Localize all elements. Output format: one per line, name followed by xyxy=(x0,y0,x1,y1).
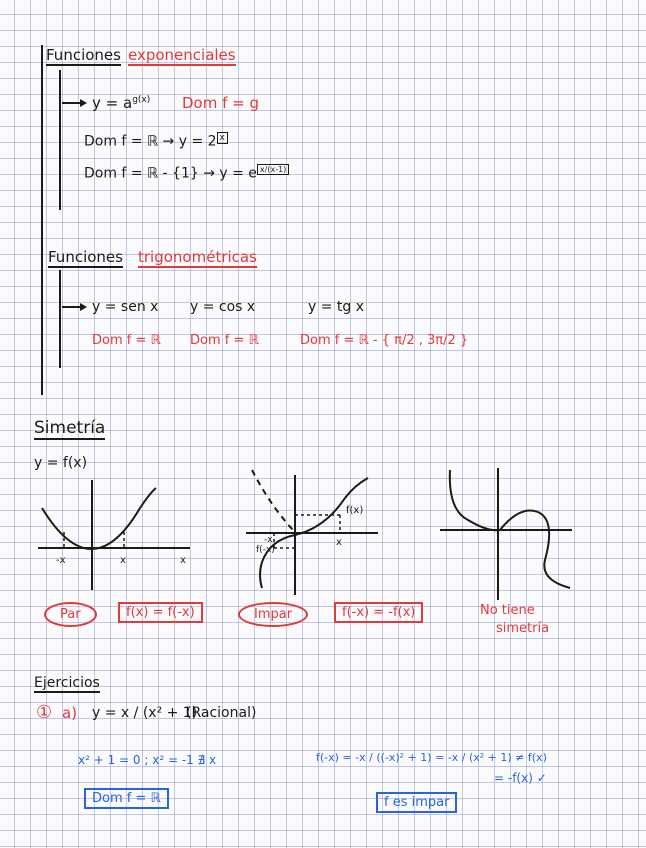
ej-func: y = x / (x² + 1) xyxy=(92,705,198,721)
g1-pos-x: x xyxy=(120,555,126,566)
exp-line3 xyxy=(84,166,289,181)
trig-d2: Dom f = ℝ xyxy=(190,333,259,348)
g1-neg-x: -x xyxy=(56,555,66,566)
exp-line2 xyxy=(84,134,228,149)
exp-title-a: Funciones xyxy=(46,46,121,64)
graph-par xyxy=(38,480,190,590)
graph-impar xyxy=(246,470,378,595)
exp-line1-text: y = a xyxy=(92,94,133,112)
exp-line2-text: Dom f = ℝ → y = 2 xyxy=(84,133,217,150)
ej-concl-box: f es impar xyxy=(376,792,457,813)
exp-line1-dom: Dom f = g xyxy=(182,94,260,112)
g2-x: x xyxy=(336,537,342,548)
impar-oval: Impar xyxy=(238,602,308,627)
sim-title: Simetría xyxy=(34,418,106,438)
trig-d3: Dom f = ℝ - { π/2 , 3π/2 } xyxy=(300,333,469,348)
ej-num: ① xyxy=(36,702,53,723)
trig-f3: y = tg x xyxy=(308,299,365,315)
trig-f2: y = cos x xyxy=(190,299,256,315)
trig-title-b: trigonométricas xyxy=(138,248,257,266)
ej-calc1: x² + 1 = 0 ; x² = -1 ∄ x xyxy=(78,753,217,767)
ej-calc2b: = -f(x) ✓ xyxy=(494,771,547,785)
no-sym-2: simetría xyxy=(496,621,550,636)
exp-line3-sup: x/(x-1) xyxy=(257,164,289,175)
ej-tipo: (Racional) xyxy=(186,705,257,721)
parabola-curve xyxy=(42,488,156,549)
arrow-head-icon xyxy=(80,99,87,107)
graph-none xyxy=(440,468,572,600)
ej-dom-box: Dom f = ℝ xyxy=(84,788,169,809)
trig-title-a: Funciones xyxy=(48,248,123,266)
exp-line2-sup: x xyxy=(217,132,228,144)
odd-curve-dashed xyxy=(252,470,293,530)
exp-title-b: exponenciales xyxy=(128,46,236,64)
sim-yfx: y = f(x) xyxy=(34,455,88,471)
g2-fx: f(x) xyxy=(346,505,364,516)
no-sym-1: No tiene xyxy=(480,603,535,618)
trig-f1: y = sen x xyxy=(92,299,159,315)
g2-negx: -x xyxy=(264,535,273,545)
ej-calc2a: f(-x) = -x / ((-x)² + 1) = -x / (x² + 1) ≠ f(x) xyxy=(316,751,547,764)
odd-curve-tail xyxy=(260,562,262,588)
odd-curve xyxy=(262,478,368,562)
ej-a-label: a) xyxy=(62,704,78,722)
par-oval: Par xyxy=(44,602,97,627)
g2-fnegx: f(-x) xyxy=(256,545,275,555)
arrow-head-icon xyxy=(80,303,87,311)
ej-title: Ejercicios xyxy=(34,675,100,691)
exp-line1-sup: g(x) xyxy=(132,95,151,105)
impar-equation: f(-x) = -f(x) xyxy=(334,602,423,623)
par-equation: f(x) = f(-x) xyxy=(118,602,203,623)
g1-end-x: x xyxy=(180,555,186,566)
trig-d1: Dom f = ℝ xyxy=(92,333,161,348)
exp-line1 xyxy=(92,96,150,111)
exp-line3-text: Dom f = ℝ - {1} → y = e xyxy=(84,165,257,182)
